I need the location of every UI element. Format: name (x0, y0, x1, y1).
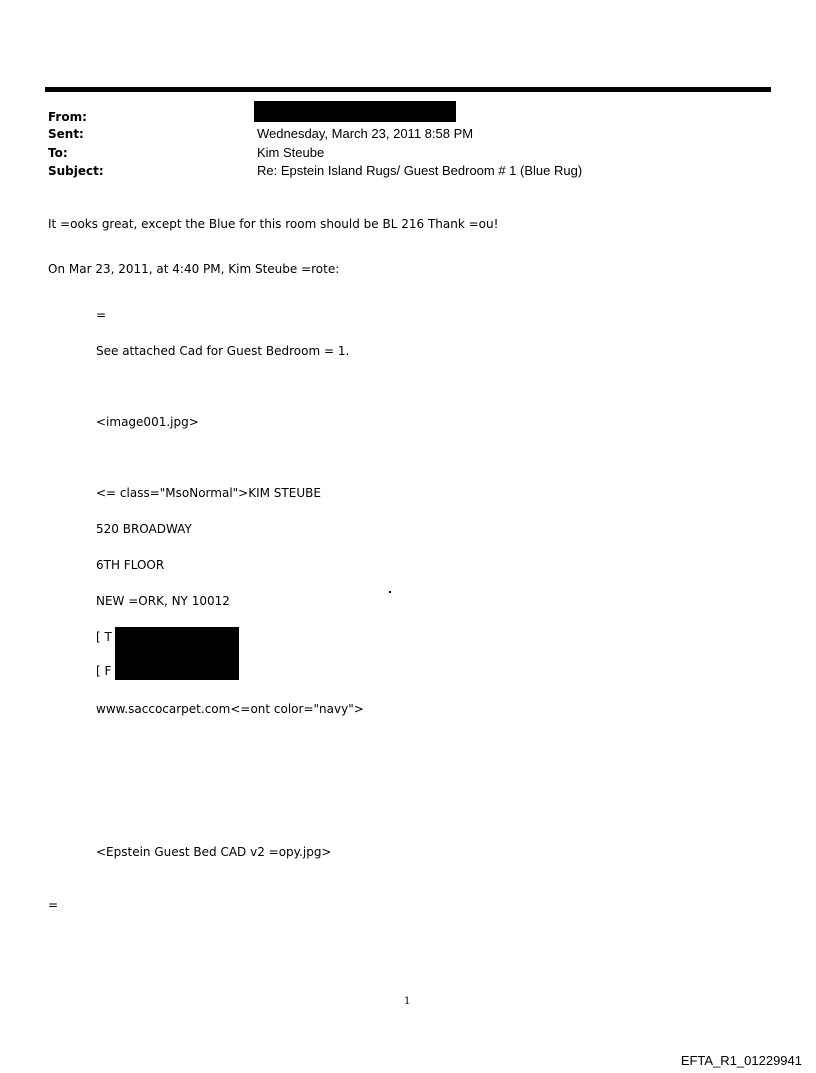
image-attachment-2: <Epstein Guest Bed CAD v2 =opy.jpg> (96, 845, 332, 859)
signature-tel-prefix: [ T (96, 630, 112, 644)
reply-line: It =ooks great, except the Blue for this room should be BL 216 Thank =ou! (48, 217, 499, 231)
quoted-equals: = (96, 308, 107, 322)
redacted-from-value (254, 101, 456, 122)
signature-address-line-1: 520 BROADWAY (96, 522, 192, 536)
trailing-equals: = (48, 898, 59, 912)
signature-address-line-3: NEW =ORK, NY 10012 (96, 594, 230, 608)
sent-value: Wednesday, March 23, 2011 8:58 PM (257, 126, 474, 141)
signature-address-line-2: 6TH FLOOR (96, 558, 165, 572)
quote-intro: On Mar 23, 2011, at 4:40 PM, Kim Steube =rote: (48, 262, 340, 276)
image-attachment-1: <image001.jpg> (96, 415, 199, 429)
cad-note: See attached Cad for Guest Bedroom = 1. (96, 344, 350, 358)
redacted-phone-fax (115, 627, 239, 680)
signature-fax-prefix: [ F (96, 664, 112, 678)
subject-value: Re: Epstein Island Rugs/ Guest Bedroom # 1 (Blue Rug) (257, 163, 583, 178)
subject-label: Subject: (48, 164, 104, 178)
to-label: To: (48, 146, 68, 160)
sent-label: Sent: (48, 127, 84, 141)
from-label: From: (48, 110, 87, 124)
to-value: Kim Steube (257, 145, 325, 160)
page-number: 1 (404, 996, 411, 1007)
signature-name: <= class="MsoNormal">KIM STEUBE (96, 486, 321, 500)
header-rule (45, 87, 771, 92)
signature-website: www.saccocarpet.com<=ont color="navy"> (96, 702, 364, 716)
stray-dot (389, 591, 391, 593)
bates-number: EFTA_R1_01229941 (680, 1053, 802, 1068)
